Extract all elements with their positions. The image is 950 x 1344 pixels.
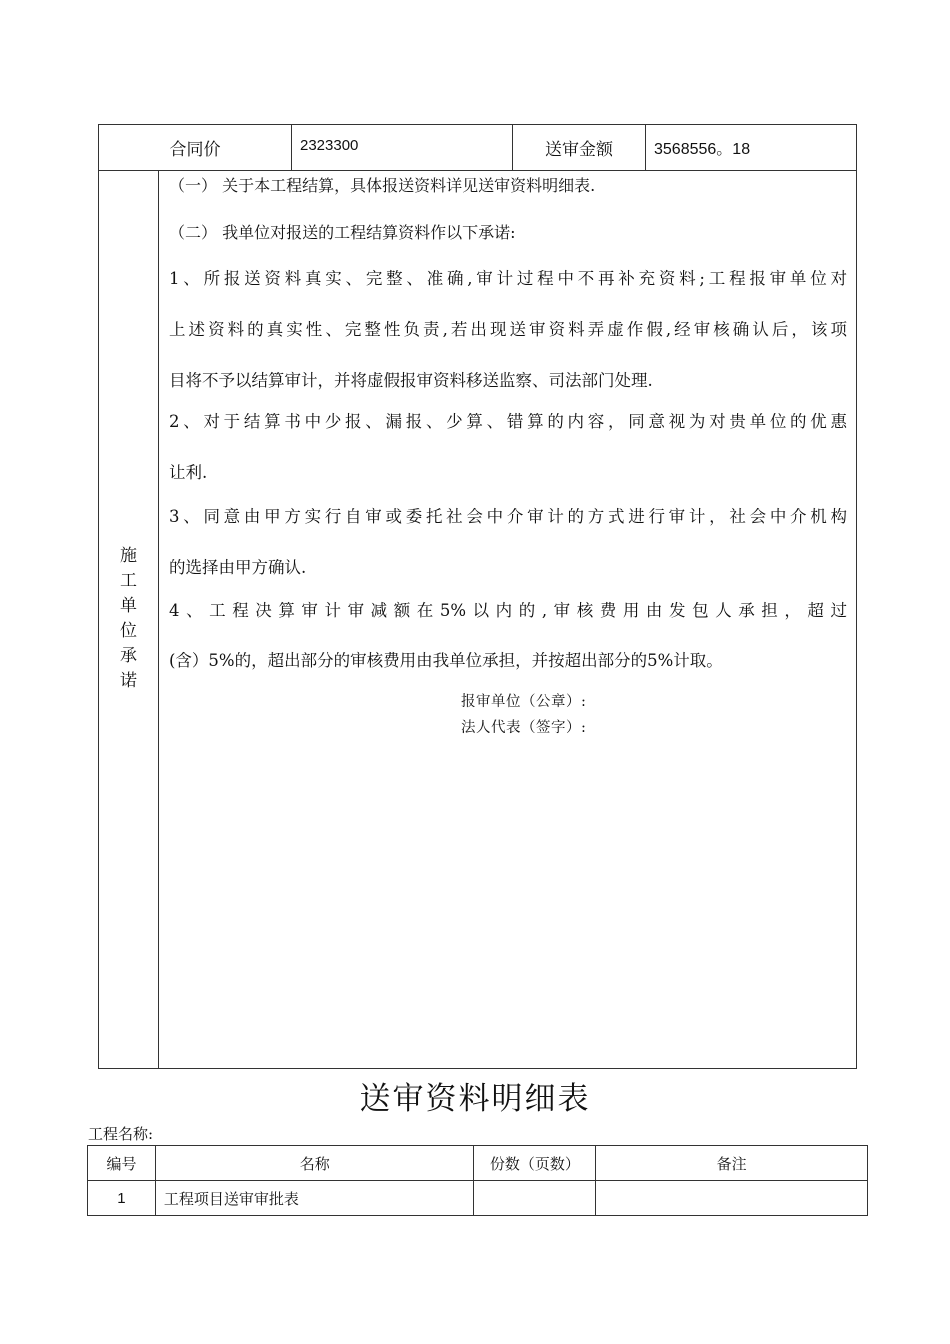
contract-price-label: 合同价 <box>99 125 292 170</box>
sign-representative: 法人代表（签字）: <box>461 720 587 736</box>
paragraph-5-line-2: 的选择由甲方确认. <box>169 558 307 577</box>
row-remarks <box>596 1181 868 1216</box>
paragraph-4-line-2: 让利. <box>169 463 208 482</box>
col-header-name: 名称 <box>155 1146 474 1181</box>
submitted-amount-value: 3568556。18 <box>654 141 751 158</box>
row-number: 1 <box>88 1181 156 1216</box>
table-header-row <box>88 1146 868 1181</box>
paragraph-1: （一） 关于本工程结算，具体报送资料详见送审资料明细表. <box>169 176 596 195</box>
paragraph-3-line-1: 1、所报送资料真实、完整、准确,审计过程中不再补充资料;工程报审单位对 <box>169 269 847 288</box>
project-name-label: 工程名称: <box>88 1125 154 1143</box>
side-label-cell <box>99 170 159 1068</box>
paragraph-3-line-2: 上述资料的真实性、完整性负责,若出现送审资料弄虚作假,经审核确认后，该项 <box>169 320 847 339</box>
row-copies <box>474 1181 596 1216</box>
submitted-amount-label: 送审金额 <box>513 125 646 170</box>
price-row <box>99 125 856 171</box>
table-row <box>88 1181 868 1216</box>
commitment-body <box>159 170 856 1068</box>
paragraph-6-line-1: 4、工程决算审计审减额在5%以内的,审核费用由发包人承担，超过 <box>169 601 847 620</box>
col-header-copies: 份数（页数） <box>474 1146 596 1181</box>
paragraph-6-line-2: (含）5%的，超出部分的审核费用由我单位承担，并按超出部分的5%计取。 <box>169 651 723 670</box>
details-table <box>87 1145 868 1216</box>
paragraph-5-line-1: 3、同意由甲方实行自审或委托社会中介审计的方式进行审计，社会中介机构 <box>169 507 847 526</box>
row-name: 工程项目送审审批表 <box>155 1181 474 1216</box>
side-label: 施工单位承诺 <box>120 546 137 691</box>
col-header-remarks: 备注 <box>596 1146 868 1181</box>
details-title: 送审资料明细表 <box>359 1081 591 1117</box>
paragraph-4-line-1: 2、对于结算书中少报、漏报、少算、错算的内容，同意视为对贵单位的优惠 <box>169 412 847 431</box>
sign-unit: 报审单位（公章）: <box>461 694 587 710</box>
commitment-form <box>98 124 857 1069</box>
paragraph-3-line-3: 目将不予以结算审计，并将虚假报审资料移送监察、司法部门处理. <box>169 371 653 390</box>
contract-price-value: 2323300 <box>292 125 513 170</box>
paragraph-2: （二） 我单位对报送的工程结算资料作以下承诺: <box>169 223 516 242</box>
col-header-number: 编号 <box>88 1146 156 1181</box>
